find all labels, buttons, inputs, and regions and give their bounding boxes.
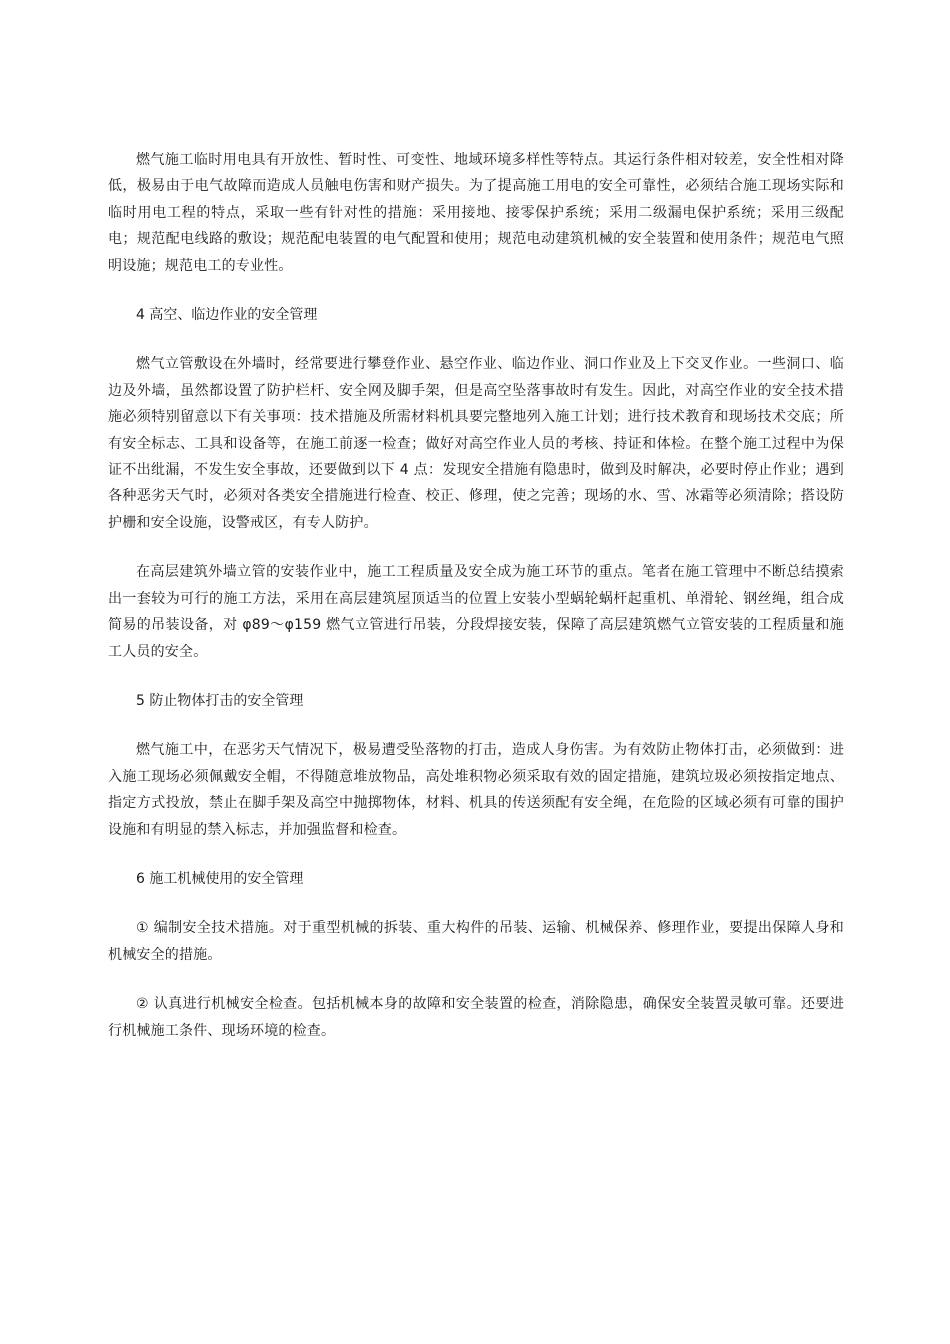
section-heading-4: 4 高空、临边作业的安全管理 (136, 307, 318, 324)
section-heading-6: 6 施工机械使用的安全管理 (136, 870, 304, 887)
section-heading-5: 5 防止物体打击的安全管理 (136, 692, 304, 709)
paragraph-object-strike: 燃气施工中，在恶劣天气情况下，极易遭受坠落物的打击，造成人身伤害。为有效防止物体打击，必须做到：进入施工现场必须佩戴安全帽，不得随意堆放物品，高处堆积物必须采取有效的固定措施，建筑垃圾必须按指定地点、指定方式投放，禁止在脚手架及高空中抛掷物体，材料、机具的传送须配有安全绳，在危险的区域必须有可靠的围护设施和有明显的禁入标志，并加强监督和检查。 (108, 742, 844, 838)
document-body (108, 147, 844, 1044)
paragraph-high-altitude: 燃气立管敷设在外墙时，经常要进行攀登作业、悬空作业、临边作业、洞口作业及上下交叉作业。一些洞口、临边及外墙，虽然都设置了防护栏杆、安全网及脚手架，但是高空坠落事故时有发生。因此，对高空作业的安全技术措施必须特别留意以下有关事项：技术措施及所需材料机具要完整地列入施工计划；进行技术教育和现场技术交底；所有安全标志、工具和设备等，在施工前逐一检查；做好对高空作业人员的考核、持证和体检。在整个施工过程中为保证不出纰漏，不发生安全事故，还要做到以下 4 点：发现安全措施有隐患时，做到及时解决，必要时停止作业；遇到各种恶劣天气时，必须对各类安全措施进行检查、校正、修理，使之完善；现场的水、雪、冰霜等必须清除；搭设防护栅和安全设施，设警戒区，有专人防护。 (108, 356, 844, 531)
paragraph-electricity: 燃气施工临时用电具有开放性、暂时性、可变性、地域环境多样性等特点。其运行条件相对较差，安全性相对降低，极易由于电气故障而造成人员触电伤害和财产损失。为了提高施工用电的安全可靠性，必须结合施工现场实际和临时用电工程的特点，采取一些有针对性的措施：采用接地、接零保护系统；采用二级漏电保护系统；采用三级配电；规范配电线路的敷设；规范配电装置的电气配置和使用；规范电动建筑机械的安全装置和使用条件；规范电气照明设施；规范电工的专业性。 (108, 152, 844, 274)
list-item-1: ① 编制安全技术措施。对于重型机械的拆装、重大构件的吊装、运输、机械保养、修理作业，要提出保障人身和机械安全的措施。 (108, 920, 844, 963)
list-item-2: ② 认真进行机械安全检查。包括机械本身的故障和安全装置的检查，消除隐患，确保安全装置灵敏可靠。还要进行机械施工条件、现场环境的检查。 (108, 996, 844, 1039)
paragraph-riser-installation: 在高层建筑外墙立管的安装作业中，施工工程质量及安全成为施工环节的重点。笔者在施工管理中不断总结摸索出一套较为可行的施工方法，采用在高层建筑屋顶适当的位置上安装小型蜗轮蜗杆起重机、单滑轮、钢丝绳，组合成简易的吊装设备，对 φ89～φ159 燃气立管进行吊装，分段焊接安装，保障了高层建筑燃气立管安装的工程质量和施工人员的安全。 (108, 564, 844, 660)
